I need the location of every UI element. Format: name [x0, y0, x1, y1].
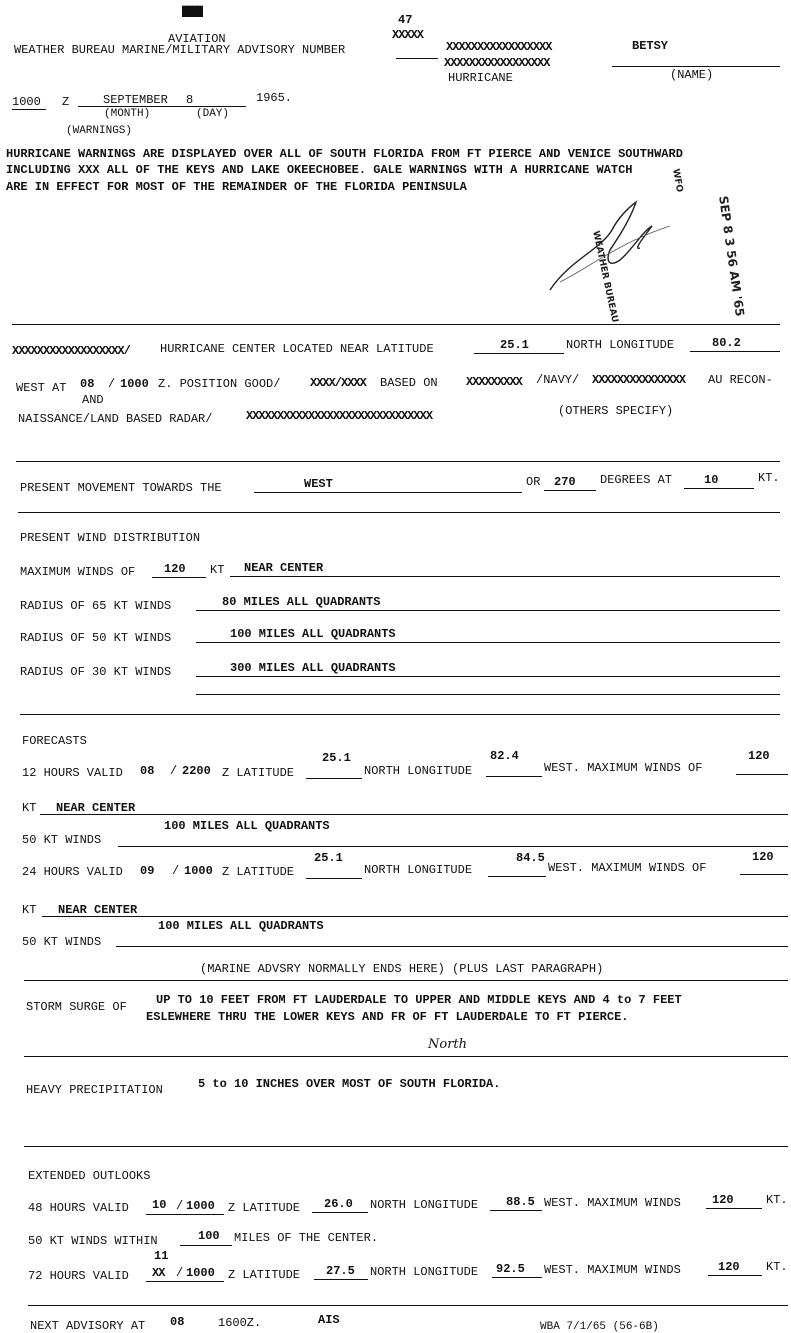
- o72-long: 92.5: [496, 1262, 525, 1276]
- issue-time-line: [12, 109, 46, 110]
- warnings-line-2: INCLUDING XXX ALL OF THE KEYS AND LAKE OKEECHOBEE. GALE WARNINGS WITH A HURRICANE WATCH: [6, 163, 633, 177]
- max-winds-label: MAXIMUM WINDS OF: [20, 565, 136, 579]
- warnings-line-3: ARE IN EFFECT FOR MOST OF THE REMAINDER OF THE FLORIDA PENINSULA: [6, 180, 467, 194]
- o72-lat-line: [314, 1279, 368, 1280]
- w50-tail: MILES OF THE CENTER.: [234, 1231, 379, 1245]
- next-advisory-label: NEXT ADVISORY AT: [30, 1319, 146, 1333]
- date-line: [78, 106, 246, 107]
- movement-kt: KT.: [758, 471, 780, 485]
- f24-north-long: NORTH LONGITUDE: [364, 863, 473, 877]
- o48-z-lat: Z LATITUDE: [228, 1201, 301, 1215]
- movement-degrees: 270: [554, 475, 576, 489]
- f24-winds50-line: [116, 946, 788, 947]
- storm-surge-handwritten: North: [428, 1037, 468, 1052]
- f12-max-line: [736, 774, 788, 775]
- separator-line-6: [24, 1056, 788, 1057]
- aviation-label: AVIATION: [168, 32, 226, 46]
- o48-time-line: [146, 1214, 224, 1215]
- f12-winds50-label: 50 KT WINDS: [22, 833, 102, 847]
- west-at-label: WEST AT: [16, 381, 67, 395]
- f12-where: NEAR CENTER: [56, 801, 136, 815]
- f12-max: 120: [748, 749, 770, 763]
- outlooks-heading: EXTENDED OUTLOOKS: [28, 1169, 151, 1183]
- o48-lat-line: [312, 1212, 368, 1213]
- o48-lat: 26.0: [324, 1197, 353, 1211]
- o72-label: 72 HOURS VALID: [28, 1269, 129, 1283]
- o48-day: 10: [152, 1198, 167, 1212]
- advisory-number-struck: XXXXX: [392, 28, 424, 42]
- separator-line-7: [24, 1146, 788, 1147]
- f12-label: 12 HOURS VALID: [22, 766, 123, 780]
- f12-north-long: NORTH LONGITUDE: [364, 764, 473, 778]
- airforce-struck: XXXXXXXXX: [466, 375, 522, 389]
- marine-note: (MARINE ADVSRY NORMALLY ENDS HERE) (PLUS LAST PARAGRAPH): [200, 962, 604, 976]
- f24-time: 1000: [184, 864, 213, 878]
- next-advisory-time: 1600Z.: [218, 1316, 262, 1330]
- storm-surge-line-1: UP TO 10 FEET FROM FT LAUDERDALE TO UPPER AND MIDDLE KEYS AND 4 to 7 FEET: [156, 993, 682, 1007]
- movement-speed: 10: [704, 473, 719, 487]
- o48-slash: /: [176, 1199, 184, 1213]
- and-label: AND: [82, 393, 104, 407]
- degrees-line: [544, 490, 596, 491]
- navy-label: /NAVY/: [536, 373, 580, 387]
- speed-line: [684, 488, 754, 489]
- o72-max: 120: [718, 1260, 740, 1274]
- f12-winds50: 100 MILES ALL QUADRANTS: [164, 819, 330, 833]
- w50-value: 100: [198, 1229, 220, 1243]
- name-line: [612, 66, 780, 67]
- advisory-number-line: [396, 58, 438, 59]
- max-winds-line: [152, 577, 206, 578]
- f12-winds50-line: [118, 846, 788, 847]
- separator-line-2: [16, 461, 780, 462]
- o72-z-lat: Z LATITUDE: [228, 1268, 301, 1282]
- f24-z-lat: Z LATITUDE: [222, 865, 295, 879]
- f24-max-line: [740, 874, 788, 875]
- form-number: WBA 7/1/65 (56-6B): [540, 1321, 659, 1333]
- movement-label: PRESENT MOVEMENT TOWARDS THE: [20, 481, 222, 495]
- f12-lat: 25.1: [322, 751, 351, 765]
- f24-max: 120: [752, 850, 774, 864]
- o72-time: 1000: [186, 1266, 215, 1280]
- f12-time: 2200: [182, 764, 211, 778]
- advisory-number: 47: [398, 13, 413, 27]
- storm-surge-line-2: ESLEWHERE THRU THE LOWER KEYS AND FR OF FT LAUDERDALE TO FT PIERCE.: [146, 1010, 629, 1024]
- f24-label: 24 HOURS VALID: [22, 865, 123, 879]
- f24-lat: 25.1: [314, 851, 343, 865]
- o72-kt: KT.: [766, 1260, 788, 1274]
- movement-direction: WEST: [304, 477, 333, 491]
- issue-month: SEPTEMBER: [103, 93, 168, 107]
- type-struck-2: XXXXXXXXXXXXXXXXX: [444, 56, 550, 70]
- position-good-label: Z. POSITION GOOD/: [158, 377, 281, 391]
- name-label: (NAME): [670, 68, 714, 82]
- o48-time: 1000: [186, 1199, 215, 1213]
- received-stamp-date: SEP 8 3 56 AM '65: [716, 195, 747, 318]
- f24-west-max: WEST. MAXIMUM WINDS OF: [548, 861, 707, 875]
- f24-kt: KT: [22, 903, 37, 917]
- radius-65-line: [196, 610, 780, 611]
- radius-65-value: 80 MILES ALL QUADRANTS: [222, 595, 381, 609]
- struck-mark: ████: [182, 7, 203, 18]
- w50-label: 50 KT WINDS WITHIN: [28, 1234, 158, 1248]
- f24-winds50: 100 MILES ALL QUADRANTS: [158, 919, 324, 933]
- radius-50-value: 100 MILES ALL QUADRANTS: [230, 627, 396, 641]
- o48-long-line: [490, 1210, 542, 1211]
- position-day: 08: [80, 377, 95, 391]
- radius-blank-line: [196, 694, 780, 695]
- o72-day-struck: XX: [152, 1266, 165, 1280]
- precip-label: HEAVY PRECIPITATION: [26, 1083, 163, 1097]
- f24-long-line: [488, 876, 546, 877]
- w50-line: [180, 1245, 232, 1246]
- month-label: (MONTH): [104, 108, 151, 120]
- f12-long: 82.4: [490, 749, 519, 763]
- f24-where: NEAR CENTER: [58, 903, 138, 917]
- radius-50-label: RADIUS OF 50 KT WINDS: [20, 631, 172, 645]
- separator-line-4: [20, 714, 780, 715]
- position-time: 1000: [120, 377, 149, 391]
- f24-winds50-label: 50 KT WINDS: [22, 935, 102, 949]
- radius-65-label: RADIUS OF 65 KT WINDS: [20, 599, 172, 613]
- advisory-line: WEATHER BUREAU MARINE/MILITARY ADVISORY NUMBER: [14, 43, 346, 57]
- satellite-struck: XXXXXXXXXXXXXXXXXXXXXXXXXXXXXX: [246, 409, 433, 423]
- o72-north-long: NORTH LONGITUDE: [370, 1265, 479, 1279]
- max-winds-kt: KT: [210, 563, 225, 577]
- radius-30-label: RADIUS OF 30 KT WINDS: [20, 665, 172, 679]
- received-stamp-text: WEATHER BUREAU: [590, 230, 620, 324]
- o48-west-max: WEST. MAXIMUM WINDS: [544, 1196, 681, 1210]
- position-slash: /: [108, 377, 116, 391]
- separator-line-1: [12, 324, 780, 325]
- received-stamp-office: WFO: [670, 168, 685, 194]
- position-longitude: 80.2: [712, 336, 741, 350]
- issue-time: 1000: [12, 95, 41, 109]
- o48-long: 88.5: [506, 1195, 535, 1209]
- position-latitude: 25.1: [500, 338, 529, 352]
- o72-west-max: WEST. MAXIMUM WINDS: [544, 1263, 681, 1277]
- wind-distribution-heading: PRESENT WIND DISTRIBUTION: [20, 531, 201, 545]
- warnings-label: (WARNINGS): [66, 125, 133, 137]
- max-winds-value: 120: [164, 562, 186, 576]
- radius-30-line: [196, 676, 780, 677]
- position-label: HURRICANE CENTER LOCATED NEAR LATITUDE: [160, 342, 434, 356]
- separator-line-8: [28, 1305, 788, 1306]
- o48-max-line: [706, 1208, 762, 1209]
- o72-lat: 27.5: [326, 1264, 355, 1278]
- o72-time-line: [146, 1281, 224, 1282]
- o72-day-corrected: 11: [154, 1249, 169, 1263]
- hurricane-label: HURRICANE: [448, 71, 513, 85]
- o72-long-line: [492, 1277, 542, 1278]
- f24-day: 09: [140, 864, 155, 878]
- day-label: (DAY): [196, 108, 230, 120]
- initials: AIS: [318, 1313, 340, 1327]
- o72-max-line: [708, 1275, 762, 1276]
- latitude-line: [474, 353, 564, 354]
- o48-label: 48 HOURS VALID: [28, 1201, 129, 1215]
- f12-west-max: WEST. MAXIMUM WINDS OF: [544, 761, 703, 775]
- f12-lat-line: [306, 778, 362, 779]
- f12-kt: KT: [22, 801, 37, 815]
- longitude-line: [690, 351, 780, 352]
- issue-day: 8: [186, 93, 194, 107]
- forecasts-heading: FORECASTS: [22, 734, 87, 748]
- o48-north-long: NORTH LONGITUDE: [370, 1198, 479, 1212]
- degrees-at-label: DEGREES AT: [600, 473, 673, 487]
- max-winds-where: NEAR CENTER: [244, 561, 324, 575]
- recon-label: AU RECON-: [708, 373, 773, 387]
- f12-z-lat: Z LATITUDE: [222, 766, 295, 780]
- f24-slash: /: [172, 864, 180, 878]
- precip-text: 5 to 10 INCHES OVER MOST OF SOUTH FLORIDA.: [198, 1077, 501, 1091]
- next-advisory-day: 08: [170, 1315, 185, 1329]
- storm-name: BETSY: [632, 39, 669, 53]
- f12-day: 08: [140, 764, 155, 778]
- f12-slash: /: [170, 764, 178, 778]
- f24-long: 84.5: [516, 851, 545, 865]
- storm-surge-label: STORM SURGE OF: [26, 1000, 127, 1014]
- o72-slash: /: [176, 1266, 184, 1280]
- radius-30-value: 300 MILES ALL QUADRANTS: [230, 661, 396, 675]
- position-prefix-struck: XXXXXXXXXXXXXXXXXX/: [12, 344, 130, 358]
- issue-year: 1965.: [256, 91, 293, 105]
- f24-where-line: [42, 916, 788, 917]
- separator-line-5: [24, 980, 788, 981]
- max-winds-where-line: [230, 576, 780, 577]
- radius-50-line: [196, 642, 780, 643]
- warnings-line-1: HURRICANE WARNINGS ARE DISPLAYED OVER ALL OF SOUTH FLORIDA FROM FT PIERCE AND VENICE SOUTHWARD: [6, 147, 683, 161]
- others-specify-label: (OTHERS SPECIFY): [558, 404, 674, 418]
- or-label: OR: [526, 475, 541, 489]
- weather-bureau-struck: XXXXXXXXXXXXXXX: [592, 373, 686, 387]
- based-on-label: BASED ON: [380, 376, 438, 390]
- f12-long-line: [486, 776, 542, 777]
- issue-z: Z: [62, 95, 70, 109]
- type-struck-1: XXXXXXXXXXXXXXXXX: [446, 40, 552, 54]
- f12-where-line: [40, 814, 788, 815]
- f24-lat-line: [306, 878, 362, 879]
- naissance-label: NAISSANCE/LAND BASED RADAR/: [18, 412, 213, 426]
- o48-kt: KT.: [766, 1193, 788, 1207]
- direction-line: [254, 492, 522, 493]
- north-longitude-label: NORTH LONGITUDE: [566, 338, 675, 352]
- separator-line-3: [18, 512, 780, 513]
- fair-poor-struck: XXXX/XXXX: [310, 376, 366, 390]
- o48-max: 120: [712, 1193, 734, 1207]
